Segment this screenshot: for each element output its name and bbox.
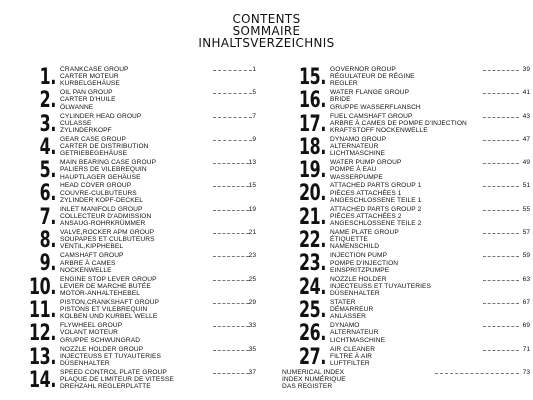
contents-entry[interactable] (12, 276, 262, 299)
page-number: 29 (248, 298, 256, 306)
title-line-english: FLYWHEEL GROUP (60, 322, 123, 330)
contents-entry[interactable] (282, 229, 532, 252)
title-line-german: DÜSENHALTER (330, 290, 380, 298)
contents-entry[interactable] (12, 136, 262, 159)
title-line-french: PISTONS ET VILEBREQUIN (60, 306, 148, 314)
page-number: 35 (248, 345, 256, 353)
section-number: 26. (299, 321, 326, 347)
leader-line (213, 326, 249, 327)
section-title-lines (330, 229, 490, 251)
contents-entry[interactable] (282, 159, 532, 182)
contents-entry[interactable] (282, 66, 532, 89)
title-line-french: PALIERS DE VILEBREQUIN (60, 166, 147, 174)
title-line-french: COUVRE-CULBUTEURS (60, 189, 137, 197)
page-number: 9 (252, 135, 256, 143)
title-line-french: DÉMARREUR (330, 306, 374, 314)
section-number: 8. (39, 228, 56, 254)
title-line-german: ANLASSER (330, 313, 366, 321)
title-line-english: SPEED CONTROL PLATE GROUP (60, 368, 167, 376)
title-line-french: ARBRE À CAMES DE POMPE D'INJECTION (330, 119, 467, 127)
title-line-german: LICHTMASCHINE (330, 336, 386, 344)
title-line-english: NUMERICAL INDEX (282, 368, 345, 376)
section-title-lines (330, 66, 490, 88)
title-line-german: MOTOR-ANHALTEHEBEL (60, 290, 140, 298)
section-title-lines (60, 299, 220, 321)
page-number: 37 (248, 368, 256, 376)
section-number: 19. (299, 158, 326, 184)
page-number: 67 (522, 298, 530, 306)
section-number: 27. (299, 344, 326, 370)
page-number: 15 (248, 182, 256, 190)
title-line-english: ATTACHED PARTS GROUP 1 (330, 182, 422, 190)
title-line-german: KOLBEN UND KURBEL WELLE (60, 313, 158, 321)
leader-line (483, 140, 519, 141)
title-line-german: NAMENSCHILD (330, 243, 380, 251)
title-line-german: KRAFTSTOFF NOCKENWELLE (330, 126, 428, 134)
title-line-french: FILTRE À AIR (330, 352, 373, 360)
title-line-english: OIL PAN GROUP (60, 89, 113, 97)
title-line-english: WATER PUMP GROUP (330, 159, 402, 167)
title-line-french: VOLANT MOTEUR (60, 329, 118, 337)
section-title-lines (330, 136, 490, 158)
leader-line (435, 373, 519, 374)
section-number: 10. (29, 274, 56, 300)
page-number: 13 (248, 159, 256, 167)
section-number: 12. (29, 321, 56, 347)
title-line-french: POMPE D'INJECTION (330, 259, 399, 267)
title-line-english: DYNAMO (330, 322, 360, 330)
contents-entry[interactable] (12, 299, 262, 322)
title-line-english: CAMSHAFT GROUP (60, 252, 124, 260)
leader-line (213, 70, 252, 71)
section-title-lines (60, 159, 220, 181)
title-line-french: CARTER D'HUILE (60, 96, 116, 104)
title-line-english: CYLINDER HEAD GROUP (60, 112, 142, 120)
section-number: 15. (299, 65, 326, 90)
page-number: 41 (522, 89, 530, 97)
section-title-lines (60, 182, 220, 204)
title-line-german: ANGESCHLOSSENE TEILE 2 (330, 220, 422, 228)
contents-entry[interactable] (12, 159, 262, 182)
leader-line (483, 280, 519, 281)
section-number: 24. (299, 274, 326, 300)
section-title-lines (60, 89, 220, 111)
title-line-english: GEAR CASE GROUP (60, 135, 126, 143)
title-line-german: GRUPPE WASSERFLANSCH (330, 103, 421, 111)
section-title-lines (330, 113, 490, 135)
leader-line (213, 303, 249, 304)
contents-entry[interactable] (12, 229, 262, 252)
leader-line (213, 186, 249, 187)
title-line-german: DREHZAHL REGLERPLATTE (60, 383, 151, 391)
contents-entry[interactable] (12, 369, 262, 392)
section-number: 16. (299, 88, 326, 114)
section-number: 1. (39, 65, 56, 90)
page-number: 23 (248, 252, 256, 260)
leader-line (213, 117, 252, 118)
contents-entry[interactable] (282, 252, 532, 275)
title-line-french: ALTERNATEUR (330, 329, 379, 337)
title-line-german: ZYLINDERKOPF (60, 126, 112, 134)
page-number: 57 (522, 229, 530, 237)
title-line-english: INJECTION PUMP (330, 252, 388, 260)
title-line-german: ZYLINDER KOPF-DECKEL (60, 196, 143, 204)
contents-right-column (282, 66, 532, 392)
title-line-english: NOZZLE HOLDER (330, 275, 387, 283)
section-number: 22. (299, 228, 326, 254)
title-line-french: CARTER DE DISTRIBUTION (60, 143, 149, 151)
leader-line (483, 350, 519, 351)
title-line-french: CULASSE (60, 119, 92, 127)
section-number: 11. (29, 297, 56, 323)
section-title-lines (60, 322, 220, 344)
section-number: 14. (29, 367, 56, 393)
page-number: 7 (252, 112, 256, 120)
title-line-english: INLET MANIFOLD GROUP (60, 205, 143, 213)
section-number: 20. (299, 181, 326, 207)
page-number: 47 (522, 135, 530, 143)
title-line-german: WASSERPUMPE (330, 173, 383, 181)
contents-entry[interactable] (282, 322, 532, 345)
section-number: 17. (299, 111, 326, 137)
section-number: 18. (299, 134, 326, 160)
leader-line (483, 303, 519, 304)
leader-line (213, 163, 249, 164)
title-english: CONTENTS (232, 11, 301, 26)
leader-line (483, 70, 519, 71)
leader-line (483, 117, 519, 118)
section-number: 6. (39, 181, 56, 207)
section-title-lines (330, 206, 490, 228)
section-number: 9. (39, 251, 56, 277)
contents-entry[interactable] (282, 113, 532, 136)
leader-line (213, 373, 249, 374)
title-line-german: ÖLWANNE (60, 103, 94, 111)
section-title-lines (60, 113, 220, 135)
section-title-lines (60, 66, 220, 88)
leader-line (483, 233, 519, 234)
title-line-english: FUEL CAMSHAFT GROUP (330, 112, 413, 120)
section-title-lines (330, 182, 490, 204)
page-number: 69 (522, 322, 530, 330)
contents-entry[interactable] (12, 89, 262, 112)
title-line-english: HEAD COVER GROUP (60, 182, 132, 190)
title-line-english: ENGINE STOP LEVER GROUP (60, 275, 157, 283)
title-line-english: NAME PLATE GROUP (330, 229, 399, 237)
title-line-english: STATER (330, 298, 356, 306)
section-title-lines (330, 276, 490, 298)
page-number: 33 (248, 322, 256, 330)
contents-entry[interactable] (12, 182, 262, 205)
section-title-lines (60, 206, 220, 228)
title-line-english: WATER FLANGE GROUP (330, 89, 410, 97)
title-line-french: PLAQUE DE LIMITEUR DE VITESSE (60, 376, 174, 384)
title-line-german: KURBELGEHÄUSE (60, 80, 120, 88)
section-number: 5. (39, 158, 56, 184)
title-line-french: PIÈCES ATTACHÉES 2 (330, 212, 402, 220)
title-line-english: AIR CLEANER (330, 345, 376, 353)
leader-line (213, 93, 252, 94)
page-number: 19 (248, 205, 256, 213)
contents-entry[interactable] (12, 346, 262, 369)
section-title-lines (330, 299, 490, 321)
contents-entry[interactable] (282, 89, 532, 112)
title-line-german: VENTIL,KIPPHEBEL (60, 243, 124, 251)
title-line-french: INJECTEUSS ET TUYAUTERIES (330, 282, 432, 290)
leader-line (213, 350, 249, 351)
contents-entry[interactable] (282, 276, 532, 299)
page-number: 55 (522, 205, 530, 213)
contents-entry[interactable] (12, 66, 262, 89)
section-title-lines (60, 252, 220, 274)
page-number: 73 (522, 368, 530, 376)
leader-line (213, 210, 249, 211)
title-french: SOMMAIRE (232, 23, 301, 38)
title-line-english: MAIN BEARING CASE GROUP (60, 159, 157, 167)
page-number: 21 (248, 229, 256, 237)
title-line-french: LEVIER DE MARCHE BUTÉE (60, 282, 151, 290)
title-line-german: HAUPTLAGER GEHÄUSE (60, 173, 141, 181)
title-line-french: RÉGULATEUR DE RÉGINE (330, 73, 415, 81)
page-number: 1 (252, 66, 256, 73)
title-line-french: INJECTEUSS ET TUYAUTERIES (60, 352, 162, 360)
title-line-french: INDEX NUMÉRIQUE (282, 376, 346, 384)
title-line-french: ALTERNATEUR (330, 143, 379, 151)
contents-left-column (12, 66, 262, 392)
title-line-french: PIÈCES ATTACHÉES 1 (330, 189, 402, 197)
contents-entry[interactable] (282, 206, 532, 229)
title-line-german: DAS REGISTER (282, 383, 333, 391)
section-number: 21. (299, 204, 326, 230)
title-line-french: CARTER MOTEUR (60, 73, 119, 81)
title-line-german: DÜSENHALTER (60, 359, 110, 367)
section-number: 2. (39, 88, 56, 114)
title-line-french: ARBRE À CAMES (60, 259, 116, 267)
title-line-english: GOVERNOR GROUP (330, 66, 396, 73)
page-number: 51 (522, 182, 530, 190)
page-number: 59 (522, 252, 530, 260)
title-line-english: DYNAMO GROUP (330, 135, 387, 143)
section-title-lines (330, 89, 490, 111)
title-line-english: NOZZLE HOLDER GROUP (60, 345, 144, 353)
title-line-english: ATTACHED PARTS GROUP 2 (330, 205, 422, 213)
title-line-german: GETRIEBEGEHÄUSE (60, 150, 128, 158)
leader-line (483, 186, 519, 187)
leader-line (213, 233, 249, 234)
title-line-french: COLLECTEUR D'ADMISSION (60, 212, 152, 220)
title-line-german: LICHTMASCHINE (330, 150, 386, 158)
page-number: 49 (522, 159, 530, 167)
contents-entry[interactable] (282, 346, 532, 369)
section-number: 25. (299, 297, 326, 323)
leader-line (483, 163, 519, 164)
title-line-french: BRIDE (330, 96, 351, 104)
contents-entry[interactable] (12, 252, 262, 275)
contents-entry[interactable] (282, 136, 532, 159)
title-line-german: EINSPRITZPUMPE (330, 266, 390, 274)
page-number: 5 (252, 89, 256, 97)
index-entry[interactable] (282, 369, 532, 392)
title-line-english: PISTON,CRANKSHAFT GROUP (60, 298, 160, 306)
section-number: 4. (39, 134, 56, 160)
section-title-lines (60, 276, 220, 298)
section-title-lines (60, 229, 220, 251)
page-number: 43 (522, 112, 530, 120)
page-number: 25 (248, 275, 256, 283)
section-number: 23. (299, 251, 326, 277)
section-title-lines (60, 369, 220, 391)
leader-line (213, 256, 249, 257)
contents-entry[interactable] (12, 322, 262, 345)
contents-entry[interactable] (12, 113, 262, 136)
title-line-german: ANSAUG-ROHRKRÜMMER (60, 220, 146, 228)
title-line-english: VALVE,ROCKER APM GROUP (60, 229, 155, 237)
title-line-german: LUFTFILTER (330, 359, 370, 367)
leader-line (213, 140, 252, 141)
page-number: 39 (522, 66, 530, 73)
section-title-lines (330, 159, 490, 181)
title-line-german: GRUPPE SCHWUNGRAD (60, 336, 141, 344)
leader-line (483, 256, 519, 257)
leader-line (483, 93, 519, 94)
contents-entry[interactable] (12, 206, 262, 229)
leader-line (483, 326, 519, 327)
section-number: 7. (39, 204, 56, 230)
title-german: INHALTSVERZEICHNIS (198, 35, 335, 50)
section-title-lines (330, 252, 490, 274)
section-number: 13. (29, 344, 56, 370)
leader-line (213, 280, 249, 281)
title-line-german: REGLER (330, 80, 358, 88)
title-line-german: NOCKENWELLE (60, 266, 112, 274)
section-title-lines (330, 322, 490, 344)
contents-entry[interactable] (282, 299, 532, 322)
title-line-french: POMPE À EAU (330, 166, 377, 174)
title-line-english: CRANKCASE GROUP (60, 66, 129, 73)
contents-entry[interactable] (282, 182, 532, 205)
title-line-french: SOUPAPES ET CULBUTEURS (60, 236, 155, 244)
section-number: 3. (39, 111, 56, 137)
page-number: 71 (522, 345, 530, 353)
section-title-lines (60, 136, 220, 158)
title-line-german: ANGESCHLOSSENE TEILE 1 (330, 196, 422, 204)
section-title-lines (60, 346, 220, 368)
page-number: 63 (522, 275, 530, 283)
section-title-lines (282, 369, 442, 391)
title-line-french: ÉTIQUETTE (330, 236, 368, 244)
section-title-lines (330, 346, 490, 368)
leader-line (483, 210, 519, 211)
